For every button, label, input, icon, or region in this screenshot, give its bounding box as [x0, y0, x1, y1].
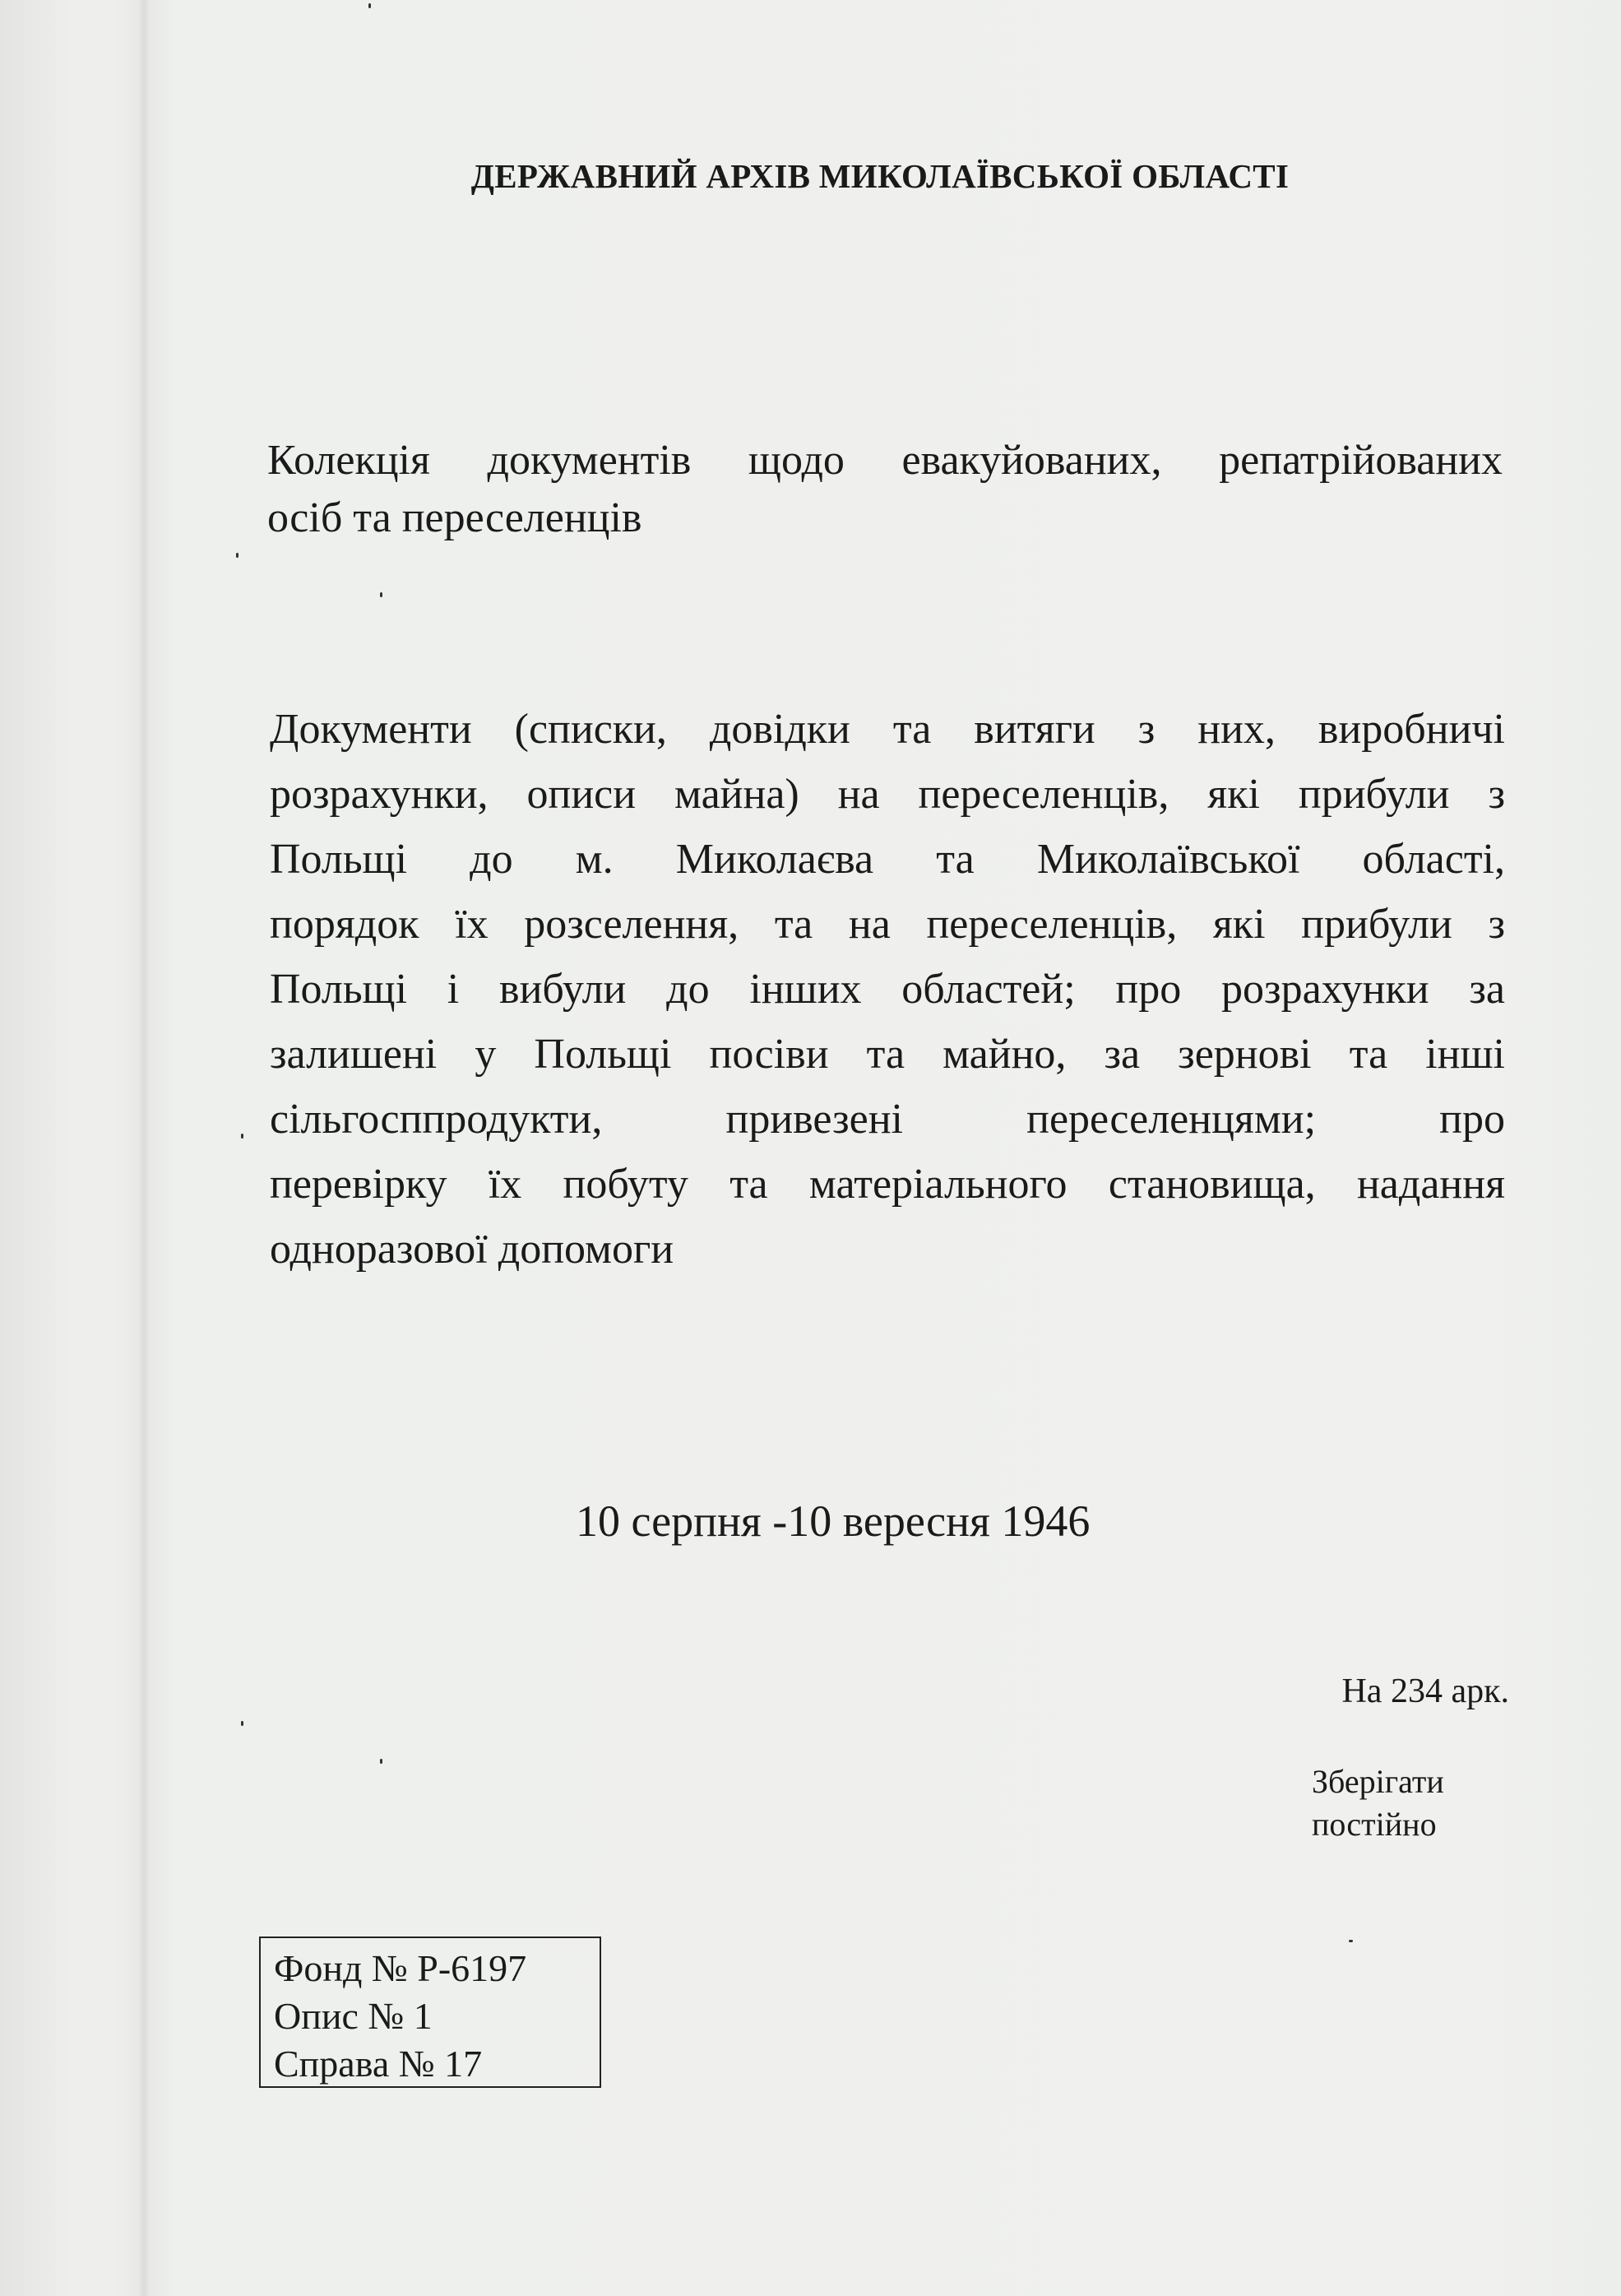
- opys-number: Опис № 1: [274, 1995, 433, 2037]
- paper-speck: [241, 1134, 243, 1139]
- fond-number: Фонд № Р-6197: [274, 1947, 527, 1989]
- description-line: одноразової допомоги: [270, 1226, 674, 1273]
- collection-title-line: Колекція документів щодо евакуйованих, репатрійованих: [267, 437, 1503, 484]
- paper-speck: [1349, 1940, 1353, 1942]
- case-description: [270, 697, 1505, 1282]
- description-line: Польщі до м. Миколаєва та Миколаївської області,: [270, 836, 1505, 883]
- paper-speck: [380, 1759, 382, 1764]
- storage-term-line: Зберігати: [1312, 1763, 1444, 1800]
- paper-speck: [241, 1721, 243, 1726]
- storage-term: [1312, 1760, 1526, 1846]
- sheet-count: На 234 арк.: [1341, 1672, 1509, 1710]
- paper-speck: [380, 592, 382, 597]
- sprava-number: Справа № 17: [274, 2043, 483, 2085]
- collection-title: [267, 432, 1503, 547]
- storage-term-line: постійно: [1312, 1806, 1437, 1843]
- description-line: залишені у Польщі посіви та майно, за зернові та інші: [270, 1031, 1505, 1078]
- description-line: перевірку їх побуту та матеріального становища, надання: [270, 1161, 1505, 1208]
- archive-reference-box: [259, 1937, 601, 2088]
- paper-speck: [236, 553, 239, 558]
- description-line: розрахунки, описи майна) на переселенців, які прибули з: [270, 771, 1505, 818]
- archive-title: ДЕРЖАВНИЙ АРХІВ МИКОЛАЇВСЬКОЇ ОБЛАСТІ: [470, 157, 1290, 195]
- collection-title-line: осіб та переселенців: [267, 494, 642, 541]
- description-line: Польщі і вибули до інших областей; про розрахунки за: [270, 966, 1505, 1013]
- binding-fold-shadow: [138, 0, 150, 2296]
- description-line: сільгосппродукти, привезені переселенцями; про: [270, 1096, 1505, 1143]
- description-line: порядок їх розселення, та на переселенців, які прибули з: [270, 901, 1505, 948]
- paper-speck: [368, 3, 371, 8]
- description-line: Документи (списки, довідки та витяги з них, виробничі: [270, 706, 1505, 753]
- date-range: 10 серпня -10 вересня 1946: [576, 1496, 1091, 1546]
